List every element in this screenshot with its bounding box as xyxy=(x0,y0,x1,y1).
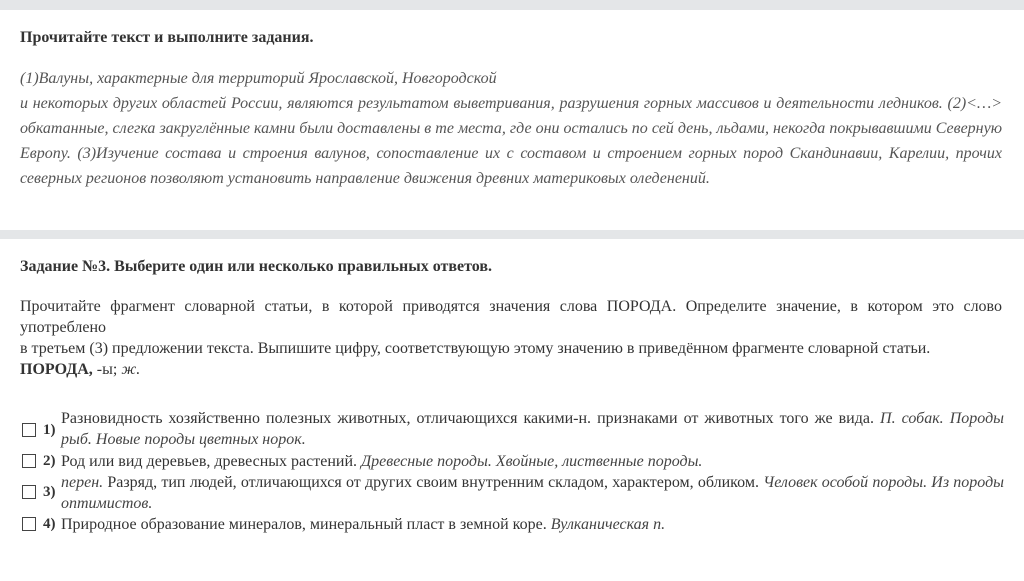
task-instruction xyxy=(20,296,1002,359)
option-1-definition: Разновидность хозяйственно полезных животных, отличающихся какими-н. признаками от животных того же вида. xyxy=(61,410,881,427)
passage xyxy=(20,66,1002,191)
option-1-number: 1) xyxy=(43,422,56,438)
option-2-number: 2) xyxy=(43,453,56,469)
option-1-example: П. собак. Породы рыб. Новые породы цветных норок. xyxy=(61,410,1005,448)
dictionary-headword xyxy=(20,359,1002,380)
headword-gender: ж. xyxy=(121,361,141,378)
option-4-number: 4) xyxy=(43,516,56,532)
headword-term: ПОРОДА, xyxy=(20,361,93,378)
option-1-checkbox[interactable] xyxy=(22,423,36,437)
option-1-text xyxy=(61,408,1004,450)
text-section-heading: Прочитайте текст и выполните задания. xyxy=(20,29,314,46)
option-3-usage-note: перен. xyxy=(61,474,104,491)
option-4-example: Вулканическая п. xyxy=(550,516,666,533)
option-4-text xyxy=(61,514,1004,535)
option-3-number: 3) xyxy=(43,484,56,500)
option-3-checkbox[interactable] xyxy=(22,485,36,499)
option-2-checkbox[interactable] xyxy=(22,454,36,468)
task-section xyxy=(20,257,1002,380)
passage-first-line: (1)Валуны, характерные для территорий Ярославской, Новгородской xyxy=(20,70,497,87)
passage-body: и некоторых других областей России, являются результатом выветривания, разрушения горных массивов и деятельности ледников. (2)<…> обкатанные, слегка закруглённые камни были доставлены в те места, где они остались по сей день, льдами, некогда покрывавшими Северную Европу. (3)Изучение состава и строения валунов, сопоставление их с составом и строением горных пород Скандинавии, Карелии, прочих северных регионов позволяют установить направление движения древних материковых оледенений. xyxy=(20,95,1002,187)
top-bar xyxy=(0,0,1024,10)
instruction-line-2: в третьем (3) предложении текста. Выпишите цифру, соответствующую этому значению в приведённом фрагменте словарной статьи. xyxy=(20,340,931,357)
instruction-line-1: Прочитайте фрагмент словарной статьи, в которой приводятся значения слова ПОРОДА. Определите значение, в котором это слово употреблено xyxy=(20,298,1002,336)
option-4-checkbox[interactable] xyxy=(22,517,36,531)
answer-options xyxy=(20,408,1004,535)
option-4-definition: Природное образование минералов, минеральный пласт в земной коре. xyxy=(61,516,551,533)
option-3-definition: Разряд, тип людей, отличающихся от других своим внутренним складом, характером, обликом. xyxy=(103,474,764,491)
option-4[interactable] xyxy=(20,514,1004,535)
option-2[interactable] xyxy=(20,451,1004,472)
option-2-definition: Род или вид деревьев, древесных растений. xyxy=(61,453,361,470)
task-heading: Задание №3. Выберите один или несколько правильных ответов. xyxy=(20,258,493,275)
option-3[interactable] xyxy=(20,472,1004,514)
option-2-example: Древесные породы. Хвойные, лиственные породы. xyxy=(361,453,703,470)
option-1[interactable] xyxy=(20,408,1004,451)
section-divider xyxy=(0,230,1024,239)
headword-suffix: -ы; xyxy=(92,361,122,378)
text-section xyxy=(20,28,1002,191)
option-3-text xyxy=(61,472,1004,514)
option-3-example: Человек особой породы. Из породы оптимистов. xyxy=(61,474,1004,512)
option-2-text xyxy=(61,451,1004,472)
